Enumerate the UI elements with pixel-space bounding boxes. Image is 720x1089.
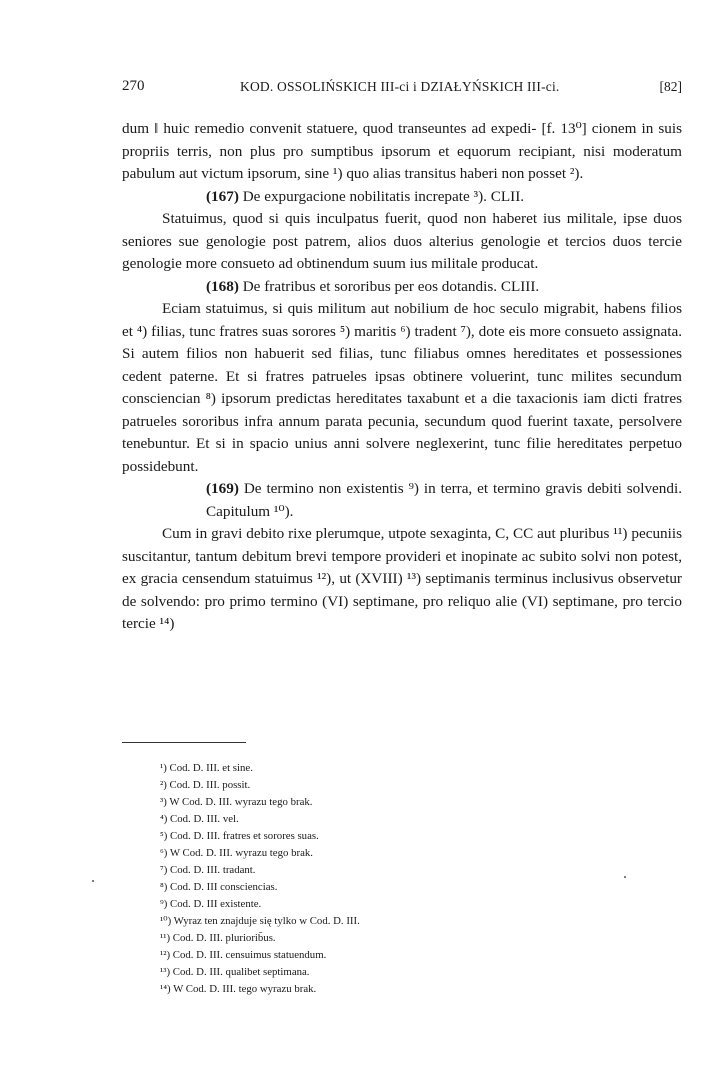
footnote-9: ⁹) Cod. D. III existente.: [160, 898, 262, 910]
footnote-rule: [122, 742, 246, 743]
section-number: [82]: [659, 79, 682, 94]
section-168-body: Eciam statuimus, si quis militum aut nobilium de hoc seculo migrabit, habens filios et ⁴) filias, tunc fratres suas sorores ⁵) maritis ⁶) tradent ⁷), dote eis more consueto assignata. Si autem filios non habuerit sed filias, tunc filiabus omnes hereditates et possessiones cedent paterne. Et si fratres patrueles ipsas obtinere voluerint, tunc milites secundum consciencian ⁸) ipsorum predictas hereditates taxabunt et a die taxacionis iam dicti fratres patrueles sororibus infra annum parata pecunia, secundum quod fuerint taxate, persolvere tenebuntur. Et si in spacio unius anni solvere neglexerint, tunc filie hereditates perpetuo possidebunt.: [122, 300, 682, 475]
speck-mark: [624, 876, 626, 878]
section-169-body: Cum in gravi debito rixe plerumque, utpote sexaginta, C, CC aut pluribus ¹¹) pecuniis suscitantur, tantum debitum brevi tempore provideri et inopinate ac subito solvi non potest, ex gracia censendum statuimus ¹²), ut (XVIII) ¹³) septimanis terminus inclusivus observetur de solvendo: pro primo termino (VI) septimane, pro reliquo alie (VI) septimane, pro tercio tercie ¹⁴): [122, 525, 682, 632]
footnote-6: ⁶) W Cod. D. III. wyrazu tego brak.: [160, 847, 313, 859]
section-167-title: De expurgacione nobilitatis increpate ³). CLII.: [242, 187, 525, 205]
footnote-4: ⁴) Cod. D. III. vel.: [160, 813, 239, 825]
footnote-11: ¹¹) Cod. D. III. pluriorib̄us.: [160, 932, 276, 944]
section-168-title: De fratribus et sororibus per eos dotandis. CLIII.: [242, 277, 540, 295]
footnote-3: ³) W Cod. D. III. wyrazu tego brak.: [160, 796, 313, 808]
section-167-body: Statuimus, quod si quis inculpatus fuerit, quod non haberet ius militale, ipse duos seniores sue genologie post patrem, alios duos alterius genologie et tercios duos tercie genologie more consueto ad obtinendum suum ius militale producat.: [122, 210, 682, 272]
running-header: [122, 78, 682, 100]
section-169-title: De termino non existentis ⁹) in terra, et termino gravis debiti solvendi. Capitulum ¹⁰).: [206, 480, 682, 520]
section-168-number: (168): [206, 277, 239, 295]
section-167-number: (167): [206, 187, 239, 205]
section-167-heading: [122, 186, 682, 209]
footnote-7: ⁷) Cod. D. III. tradant.: [160, 864, 256, 876]
footnote-13: ¹³) Cod. D. III. qualibet septimana.: [160, 966, 310, 978]
page-number: 270: [122, 78, 145, 94]
section-168-heading: [122, 276, 682, 299]
section-169-heading: [122, 478, 682, 523]
footnotes: [160, 760, 360, 998]
speck-mark: [92, 880, 94, 882]
section-169-number: (169): [206, 480, 239, 497]
footnote-14: ¹⁴) W Cod. D. III. tego wyrazu brak.: [160, 983, 317, 995]
running-title: KOD. OSSOLIŃSKICH III-ci i DZIAŁYŃSKICH III-ci.: [240, 79, 560, 94]
footnote-5: ⁵) Cod. D. III. fratres et sorores suas.: [160, 830, 319, 842]
footnote-2: ²) Cod. D. III. possit.: [160, 779, 251, 791]
footnote-10: ¹⁰) Wyraz ten znajduje się tylko w Cod. D. III.: [160, 915, 360, 927]
footnote-12: ¹²) Cod. D. III. censuimus statuendum.: [160, 949, 327, 961]
opening-paragraph: dum ‖ huic remedio convenit statuere, quod transeuntes ad expedi- [f. 13⁰] cionem in suis propriis terris, non plus pro sumptibus ipsorum et equorum recipiant, nisi moderatum pabulum aut victum ipsorum, sine ¹) quo alias transitus haberi non posset ²).: [122, 120, 682, 182]
main-text: [122, 118, 682, 636]
footnote-8: ⁸) Cod. D. III consciencias.: [160, 881, 278, 893]
footnote-1: ¹) Cod. D. III. et sine.: [160, 762, 253, 774]
